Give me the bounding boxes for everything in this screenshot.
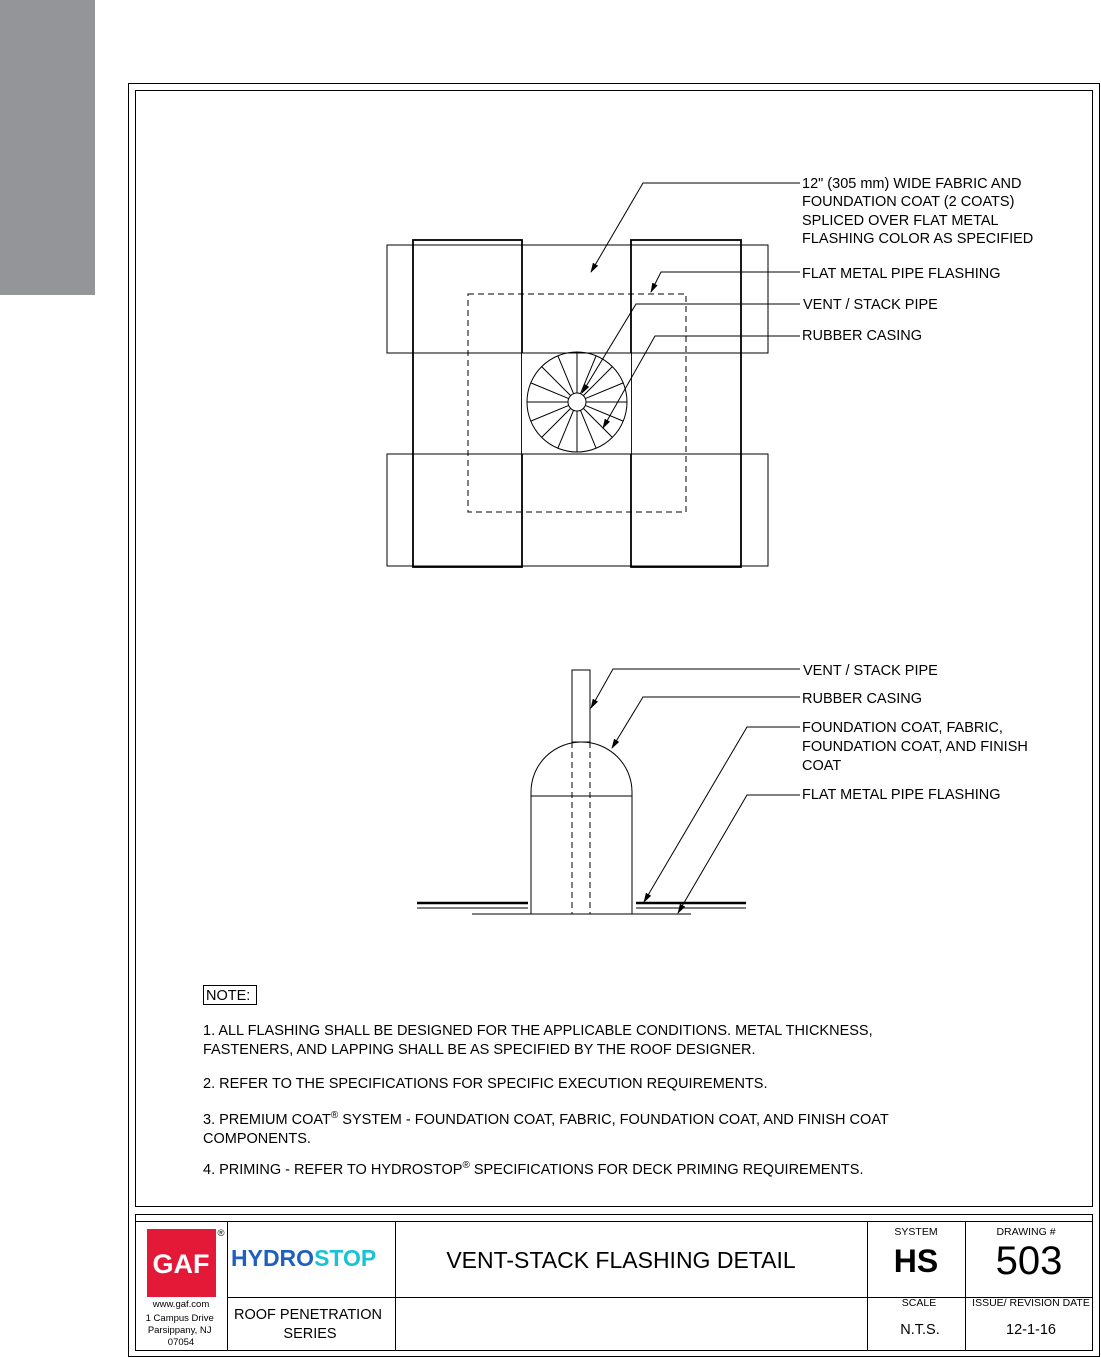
hydrostop-logo: HYDROSTOP bbox=[231, 1245, 377, 1271]
scale-label: SCALE bbox=[901, 1297, 937, 1309]
section-label-flashing: FLAT METAL PIPE FLASHING bbox=[802, 787, 1001, 803]
plan-label-casing: RUBBER CASING bbox=[802, 328, 923, 344]
note-4: 4. PRIMING - REFER TO HYDROSTOP® SPECIFICATIONS FOR DECK PRIMING REQUIREMENTS. bbox=[203, 1160, 864, 1178]
revision-date: 12-1-16 bbox=[1006, 1322, 1056, 1338]
section-label-casing: RUBBER CASING bbox=[802, 691, 923, 707]
drawing-number-label: DRAWING # bbox=[996, 1226, 1056, 1238]
drawing-title: VENT-STACK FLASHING DETAIL bbox=[446, 1247, 796, 1273]
section-label-coats: FOUNDATION COAT, FABRIC, FOUNDATION COAT, AND FINISH COAT bbox=[802, 720, 1028, 774]
gaf-website: www.gaf.com bbox=[152, 1299, 210, 1310]
note-1: 1. ALL FLASHING SHALL BE DESIGNED FOR THE APPLICABLE CONDITIONS. METAL THICKNESS, FASTENERS, AND LAPPING SHALL BE AS SPECIFIED BY THE ROOF DESIGNER. bbox=[203, 1023, 873, 1058]
notes-heading: NOTE: bbox=[206, 988, 251, 1004]
gaf-logo-text: GAF bbox=[152, 1249, 210, 1279]
plan-label-pipe: VENT / STACK PIPE bbox=[803, 297, 938, 313]
drawing-number: 503 bbox=[995, 1239, 1063, 1283]
note-2: 2. REFER TO THE SPECIFICATIONS FOR SPECIFIC EXECUTION REQUIREMENTS. bbox=[203, 1076, 768, 1092]
section-view bbox=[417, 663, 1032, 914]
title-block bbox=[135, 1215, 1093, 1351]
notes bbox=[203, 986, 892, 1179]
plan-label-flashing: FLAT METAL PIPE FLASHING bbox=[802, 266, 1001, 282]
series-label: ROOF PENETRATION SERIES bbox=[234, 1307, 382, 1342]
system-label: SYSTEM bbox=[894, 1226, 938, 1238]
system-value: HS bbox=[893, 1243, 939, 1279]
section-label-pipe: VENT / STACK PIPE bbox=[803, 663, 938, 679]
note-3: 3. PREMIUM COAT® SYSTEM - FOUNDATION COAT, FABRIC, FOUNDATION COAT, AND FINISH COAT COMPONENTS. bbox=[203, 1110, 889, 1147]
plan-label-fabric: 12" (305 mm) WIDE FABRIC AND FOUNDATION COAT (2 COATS) SPLICED OVER FLAT METAL FLASHING COLOR AS SPECIFIED bbox=[802, 176, 1034, 247]
gaf-reg-mark: ® bbox=[217, 1228, 225, 1239]
revision-date-label: ISSUE/ REVISION DATE bbox=[972, 1297, 1090, 1309]
scale-value: N.T.S. bbox=[900, 1322, 940, 1338]
plan-view bbox=[387, 176, 1033, 567]
gaf-address: 1 Campus Drive Parsippany, NJ 07054 bbox=[145, 1313, 214, 1348]
inner-border bbox=[136, 91, 1093, 1207]
